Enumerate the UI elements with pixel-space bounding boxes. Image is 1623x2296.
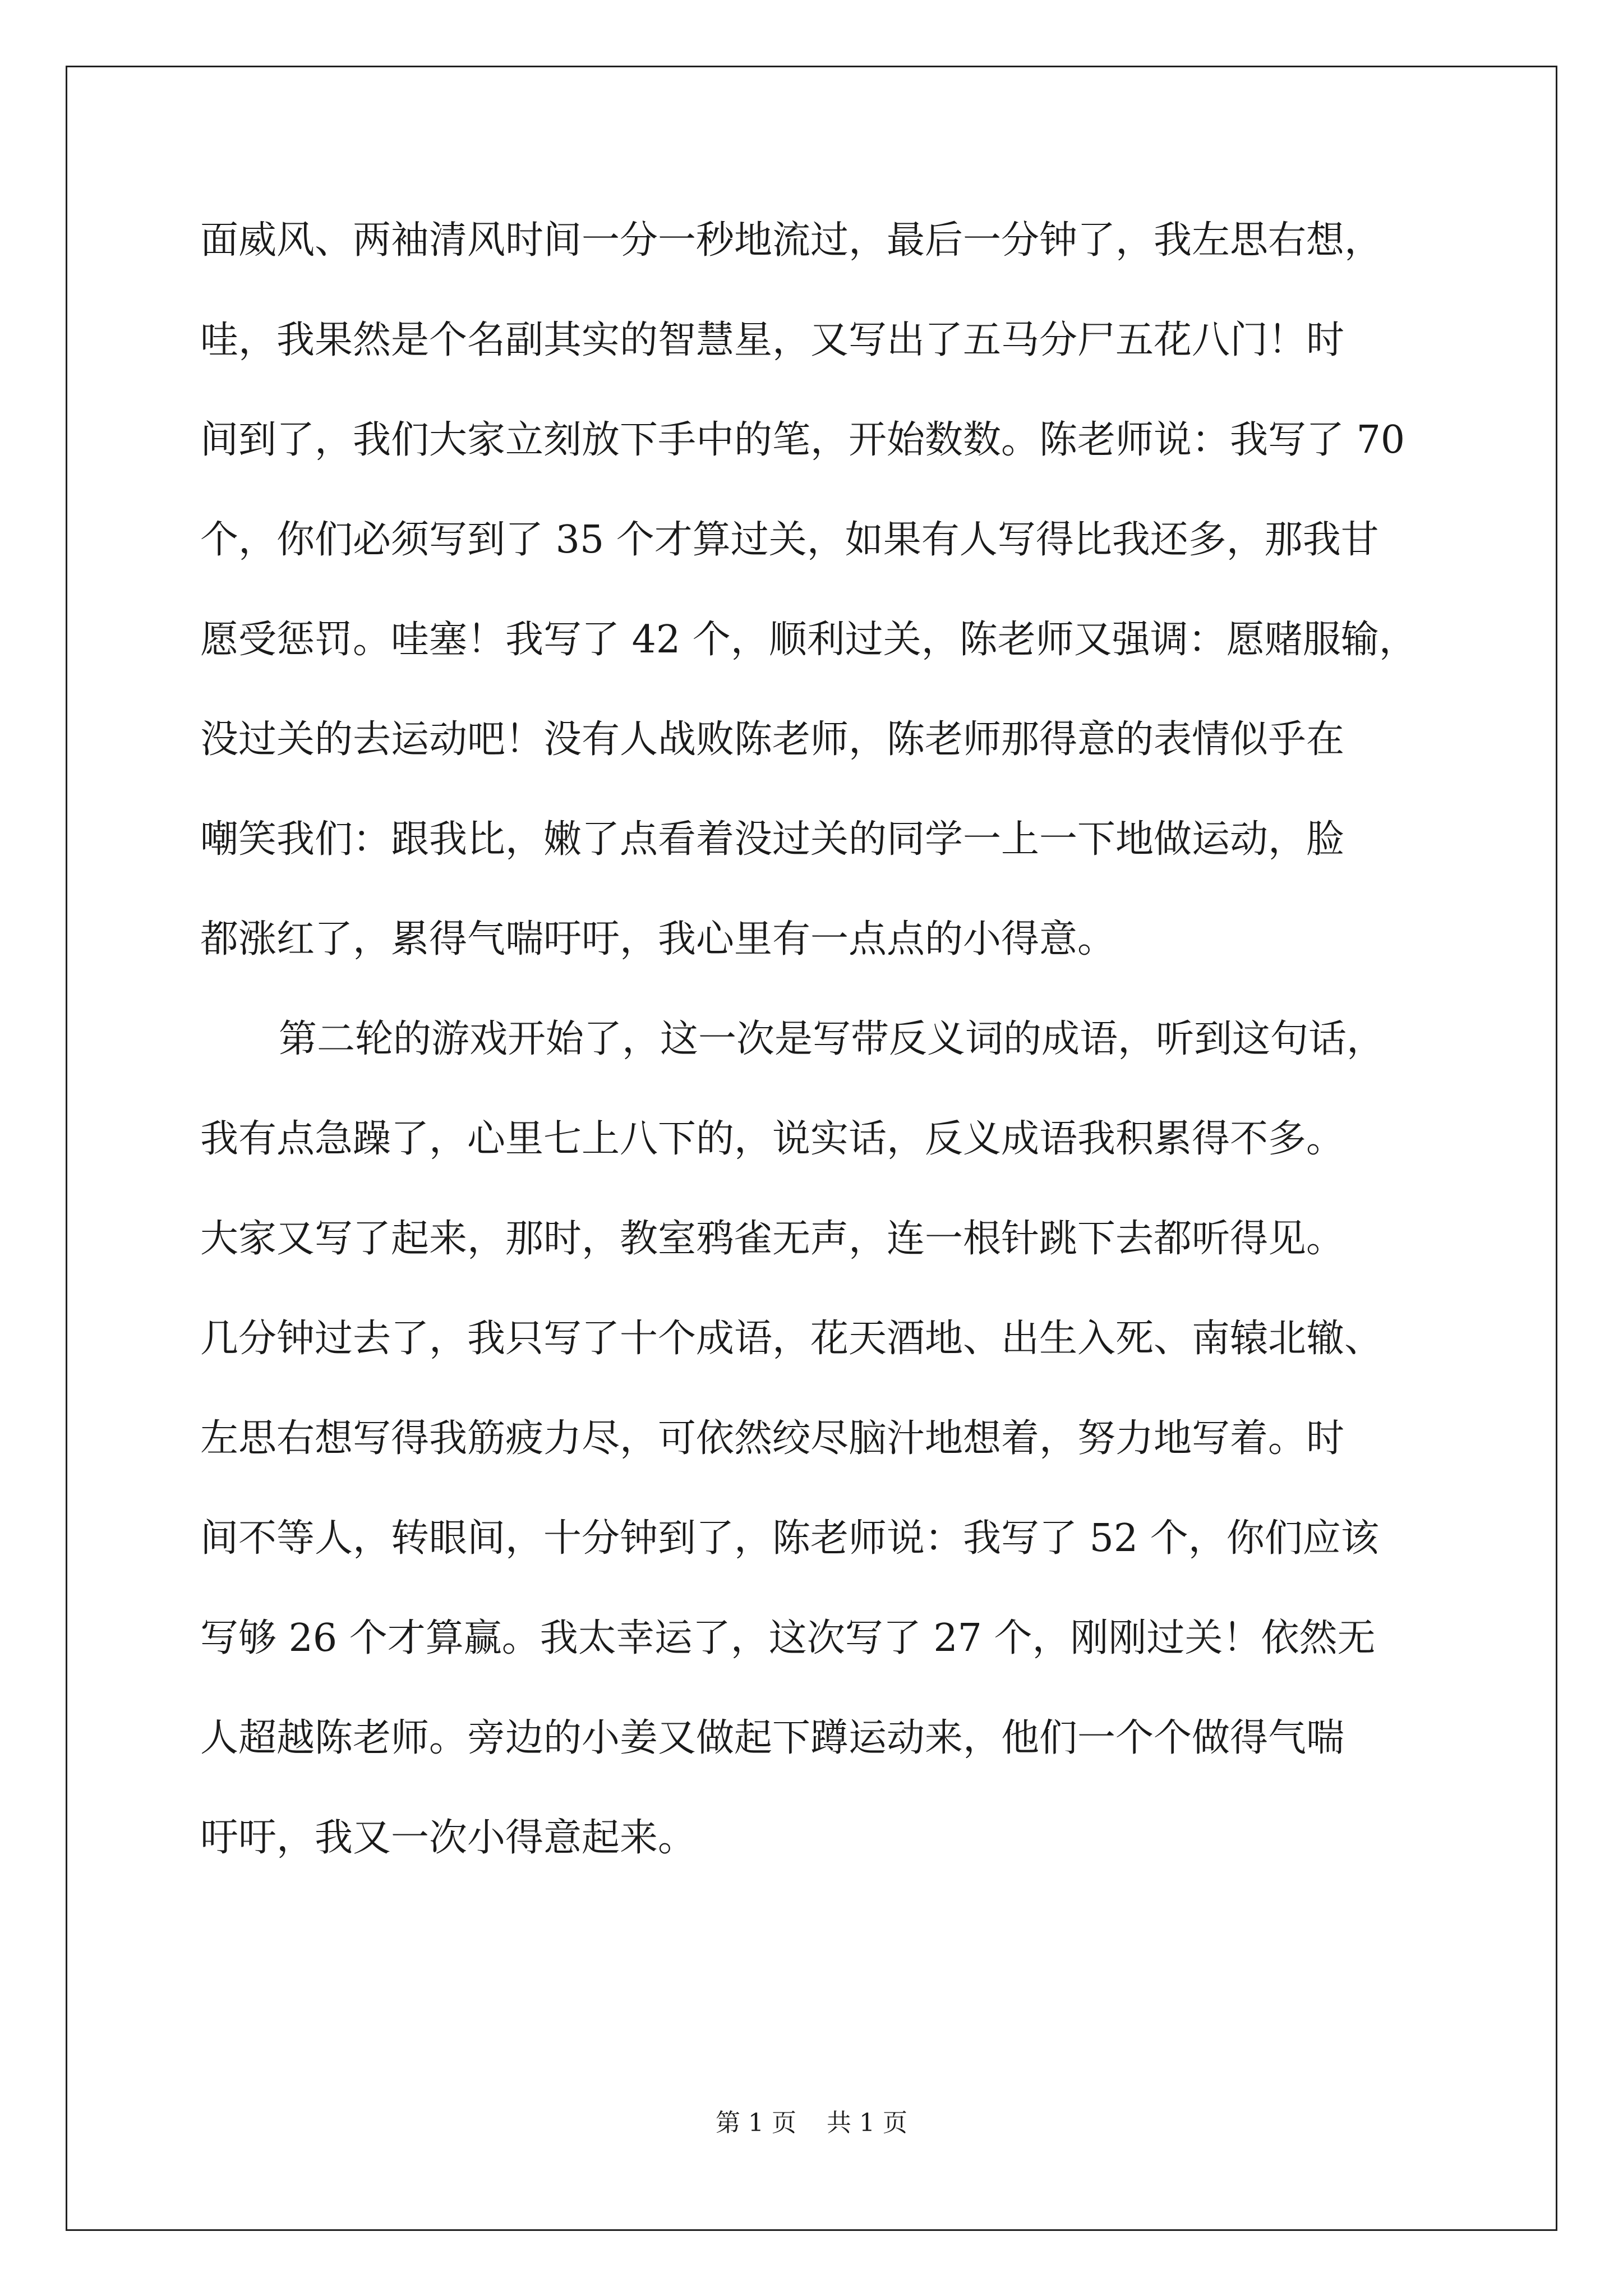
text-line: 个，你们必须写到了 35 个才算过关，如果有人写得比我还多，那我甘 bbox=[200, 518, 1379, 562]
text-line: 间到了，我们大家立刻放下手中的笔，开始数数。陈老师说：我写了 70 bbox=[200, 418, 1405, 462]
text-line: 几分钟过去了，我只写了十个成语，花天酒地、出生入死、南辕北辙、 bbox=[200, 1317, 1383, 1361]
page-footer bbox=[0, 2106, 1623, 2140]
text-line: 我有点急躁了，心里七上八下的，说实话，反义成语我积累得不多。 bbox=[200, 1117, 1345, 1161]
text-line: 间不等人，转眼间，十分钟到了，陈老师说：我写了 52 个，你们应该 bbox=[200, 1516, 1379, 1561]
text-line: 面威风、两袖清风时间一分一秒地流过，最后一分钟了，我左思右想， bbox=[200, 218, 1383, 263]
page-number-current: 第 1 页 bbox=[716, 2109, 796, 2137]
text-line: 左思右想写得我筋疲力尽，可依然绞尽脑汁地想着，努力地写着。时 bbox=[200, 1416, 1345, 1461]
text-line: 哇，我果然是个名副其实的智慧星，又写出了五马分尸五花八门！时 bbox=[200, 318, 1345, 362]
text-line: 大家又写了起来，那时，教室鸦雀无声，连一根针跳下去都听得见。 bbox=[200, 1217, 1345, 1261]
text-line: 没过关的去运动吧！没有人战败陈老师，陈老师那得意的表情似乎在 bbox=[200, 717, 1345, 762]
text-line: 都涨红了，累得气喘吁吁，我心里有一点点的小得意。 bbox=[200, 917, 1116, 961]
text-line: 嘲笑我们：跟我比，嫩了点看着没过关的同学一上一下地做运动，脸 bbox=[200, 817, 1345, 862]
page-number-total: 共 1 页 bbox=[827, 2109, 907, 2137]
text-line: 写够 26 个才算赢。我太幸运了，这次写了 27 个，刚刚过关！依然无 bbox=[200, 1616, 1376, 1660]
paragraph-start-line: 第二轮的游戏开始了，这一次是写带反义词的成语，听到这句话， bbox=[279, 1017, 1385, 1061]
text-line: 人超越陈老师。旁边的小姜又做起下蹲运动来，他们一个个做得气喘 bbox=[200, 1716, 1345, 1760]
document-body bbox=[200, 191, 1423, 1888]
text-line: 吁吁，我又一次小得意起来。 bbox=[200, 1816, 697, 1860]
text-line: 愿受惩罚。哇塞！我写了 42 个，顺利过关，陈老师又强调：愿赌服输， bbox=[200, 618, 1417, 662]
